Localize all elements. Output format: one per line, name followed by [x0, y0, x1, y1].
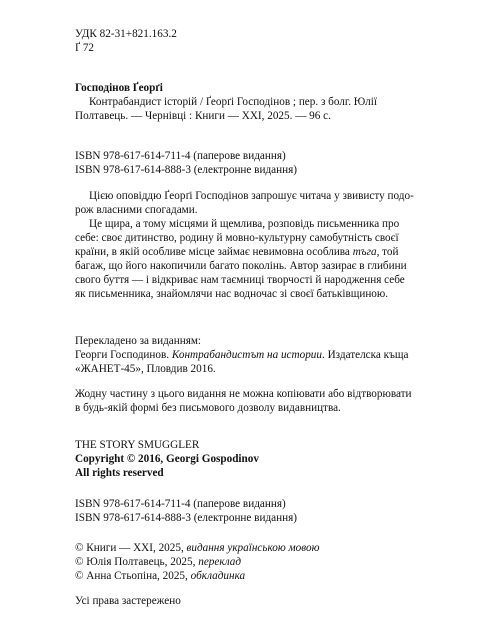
- copyright-holder: © Юлія Полтавець, 2025,: [75, 556, 199, 568]
- footer-block: [75, 594, 425, 608]
- copyright-line: [75, 569, 425, 583]
- copyright-holder: © Анна Стьопіна, 2025,: [75, 570, 191, 582]
- annotation-line: багаж, що його накопичили багато поколінь. Автор зазирає в глибини: [75, 260, 407, 272]
- isbn-top: [75, 149, 425, 177]
- annotation-line: рож власними спогадами.: [75, 204, 198, 216]
- translated-line: «ЖАНЕТ-45», Пловдив 2016.: [75, 363, 216, 375]
- annotation-italic-word: тъга: [352, 246, 377, 258]
- copyright-holders: [75, 541, 425, 583]
- udc-code: УДК 82-31+821.163.2: [75, 28, 177, 40]
- annotation-text: країни, в якій особливе місце займає невимовна особлива: [75, 246, 353, 258]
- copyright-line: [75, 541, 425, 555]
- isbn-line: ISBN 978-617-614-888-3 (електронне видання): [75, 164, 297, 176]
- author-heading: Господінов Ґеорґі: [75, 82, 163, 94]
- translated-from: [75, 334, 425, 376]
- copyright-role: обкладинка: [190, 570, 246, 582]
- translated-heading: Перекладено за виданням:: [75, 335, 202, 347]
- description-line: Полтавець. — Чернівці : Книги — ХХІ, 2025. — 96 с.: [75, 110, 331, 122]
- description-line: Контрабандист історій / Ґеорґі Господінов ; пер. з болг. Юлії: [89, 96, 377, 108]
- original-title: THE STORY SMUGGLER: [75, 439, 200, 451]
- original-copyright: [75, 438, 425, 480]
- udc-block: [75, 27, 425, 55]
- translated-line: [75, 348, 425, 362]
- rights-line: в будь-якій формі без письмового дозволу видавництва.: [75, 402, 341, 414]
- annotation-line: себе: своє дитинство, родину й мовно-культурну самобутність своєї: [75, 232, 399, 244]
- original-copyright-line: [75, 452, 425, 466]
- translated-title: Контрабандистът на истории: [171, 349, 322, 361]
- annotation: [75, 189, 425, 301]
- translated-author: Георги Господинов.: [75, 349, 172, 361]
- rights-notice: [75, 387, 425, 415]
- copyright-role: видання українською мовою: [186, 542, 320, 554]
- annotation-line: [75, 245, 425, 259]
- annotation-line: Це щира, а тому місцями й щемлива, розповідь письменника про: [89, 218, 400, 230]
- translated-publisher: . Издателска къща: [321, 349, 409, 361]
- annotation-line: свого буття — і відкриває нам таємниці творчості й народження себе: [75, 274, 405, 286]
- isbn-line: ISBN 978-617-614-711-4 (паперове видання): [75, 150, 286, 162]
- isbn-bottom: [75, 497, 425, 525]
- author-mark: Ґ 72: [75, 42, 95, 54]
- rights-line: Жодну частину з цього видання не можна копіювати або відтворювати: [75, 388, 412, 400]
- copyright-line: [75, 555, 425, 569]
- copyright-word: Copyright © 2016, Georgi Gospodinov: [75, 453, 259, 465]
- all-rights-footer: Усі права застережено: [75, 595, 181, 607]
- all-rights-reserved: All rights reserved: [75, 467, 164, 479]
- annotation-line: Цією оповіддю Ґеорґі Господінов запрошує читача у звивисту подо-: [89, 190, 414, 202]
- isbn-line: ISBN 978-617-614-711-4 (паперове видання): [75, 498, 286, 510]
- isbn-line: ISBN 978-617-614-888-3 (електронне видання): [75, 512, 297, 524]
- copyright-holder: © Книги — XXI, 2025,: [75, 542, 187, 554]
- annotation-text: , той: [376, 246, 399, 258]
- annotation-line: як письменника, знайомлячи нас водночас зі своєї батьківщиною.: [75, 288, 389, 300]
- bibliographic-record: [75, 81, 425, 123]
- copyright-role: переклад: [198, 556, 242, 568]
